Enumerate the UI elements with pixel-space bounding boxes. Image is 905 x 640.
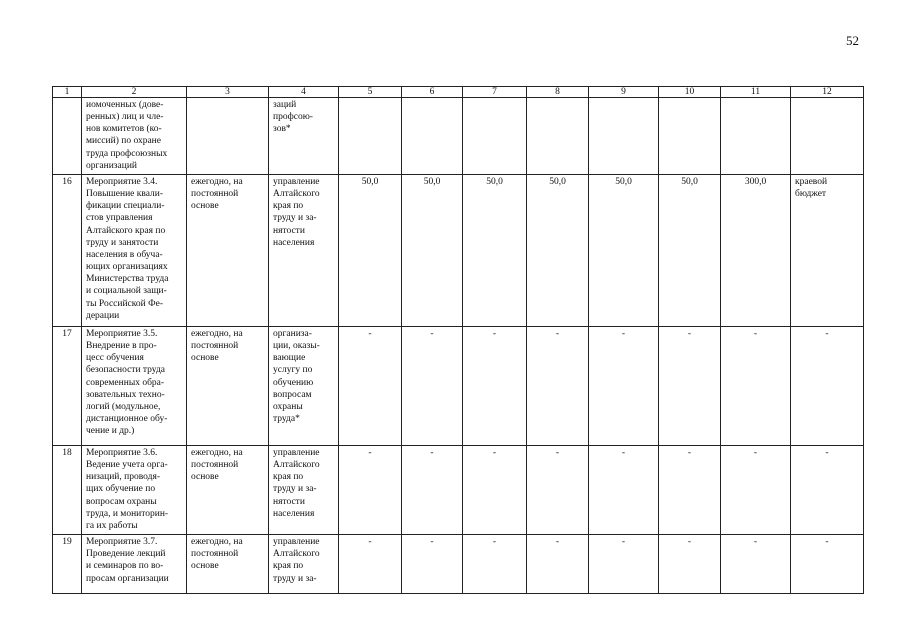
value-cell: 50,0 <box>339 174 402 326</box>
activity-cell: Мероприятие 3.4. Повышение квали- фикации специали- стов управления Алтайского края по труду и занятости населения в обуча- ющих организациях Министерства труда и социальной защи- ты Российской Фе- дерации <box>82 174 187 326</box>
row-number <box>53 98 82 175</box>
executor-cell: управление Алтайского края по труду и за- нятости населения <box>269 174 339 326</box>
value-cell <box>721 98 791 175</box>
value-cell: - <box>339 535 402 594</box>
row-number: 17 <box>53 326 82 445</box>
value-cell: - <box>402 535 463 594</box>
value-cell: - <box>659 445 721 534</box>
period-cell: ежегодно, на постоянной основе <box>187 535 269 594</box>
funding-source-cell: краевой бюджет <box>791 174 864 326</box>
funding-source-cell <box>791 98 864 175</box>
value-cell: - <box>527 445 589 534</box>
value-cell <box>463 98 527 175</box>
value-cell: 50,0 <box>463 174 527 326</box>
row-number: 16 <box>53 174 82 326</box>
row-number: 19 <box>53 535 82 594</box>
value-cell: - <box>721 445 791 534</box>
period-cell: ежегодно, на постоянной основе <box>187 174 269 326</box>
funding-source-cell: - <box>791 445 864 534</box>
activity-cell: Мероприятие 3.5. Внедрение в про- цесс обучения безопасности труда современных обра- зовательных техно- логий (модульное, дистанционное обу- чение и др.) <box>82 326 187 445</box>
table-row <box>53 326 864 445</box>
column-number-row <box>53 87 864 98</box>
column-number-header: 3 <box>187 87 269 98</box>
value-cell: 50,0 <box>402 174 463 326</box>
value-cell: - <box>463 326 527 445</box>
column-number-header: 2 <box>82 87 187 98</box>
column-number-header: 5 <box>339 87 402 98</box>
table-row <box>53 535 864 594</box>
column-number-header: 11 <box>721 87 791 98</box>
column-number-header: 7 <box>463 87 527 98</box>
column-number-header: 1 <box>53 87 82 98</box>
value-cell <box>339 98 402 175</box>
value-cell: - <box>589 445 659 534</box>
funding-source-cell: - <box>791 326 864 445</box>
column-number-header: 9 <box>589 87 659 98</box>
value-cell: - <box>402 445 463 534</box>
executor-cell: управление Алтайского края по труду и за- нятости населения <box>269 445 339 534</box>
value-cell <box>527 98 589 175</box>
value-cell: - <box>659 326 721 445</box>
value-cell: 50,0 <box>527 174 589 326</box>
value-cell: - <box>463 445 527 534</box>
value-cell: - <box>463 535 527 594</box>
table-row <box>53 98 864 175</box>
value-cell: - <box>402 326 463 445</box>
value-cell: - <box>339 445 402 534</box>
activity-cell: иомоченных (дове- ренных) лиц и чле- нов комитетов (ко- миссий) по охране труда профсоюзных организаций <box>82 98 187 175</box>
value-cell: 300,0 <box>721 174 791 326</box>
column-number-header: 6 <box>402 87 463 98</box>
column-number-header: 8 <box>527 87 589 98</box>
row-number: 18 <box>53 445 82 534</box>
page-number: 52 <box>846 33 859 48</box>
program-activities-table <box>52 86 864 594</box>
value-cell: - <box>721 326 791 445</box>
value-cell: 50,0 <box>589 174 659 326</box>
value-cell: - <box>659 535 721 594</box>
executor-cell: заций профсою- зов* <box>269 98 339 175</box>
activity-cell: Мероприятие 3.7. Проведение лекций и семинаров по во- просам организации <box>82 535 187 594</box>
period-cell: ежегодно, на постоянной основе <box>187 326 269 445</box>
value-cell: - <box>589 535 659 594</box>
table-row <box>53 445 864 534</box>
value-cell: - <box>339 326 402 445</box>
period-cell <box>187 98 269 175</box>
value-cell: - <box>721 535 791 594</box>
value-cell: 50,0 <box>659 174 721 326</box>
value-cell <box>659 98 721 175</box>
executor-cell: организа- ции, оказы- вающие услугу по обучению вопросам охраны труда* <box>269 326 339 445</box>
value-cell: - <box>527 535 589 594</box>
activity-cell: Мероприятие 3.6. Ведение учета орга- низаций, проводя- щих обучение по вопросам охраны труда, и мониторин- га их работы <box>82 445 187 534</box>
period-cell: ежегодно, на постоянной основе <box>187 445 269 534</box>
value-cell: - <box>589 326 659 445</box>
value-cell <box>402 98 463 175</box>
column-number-header: 10 <box>659 87 721 98</box>
executor-cell: управление Алтайского края по труду и за- <box>269 535 339 594</box>
table-row <box>53 174 864 326</box>
value-cell <box>589 98 659 175</box>
column-number-header: 12 <box>791 87 864 98</box>
value-cell: - <box>527 326 589 445</box>
funding-source-cell: - <box>791 535 864 594</box>
column-number-header: 4 <box>269 87 339 98</box>
